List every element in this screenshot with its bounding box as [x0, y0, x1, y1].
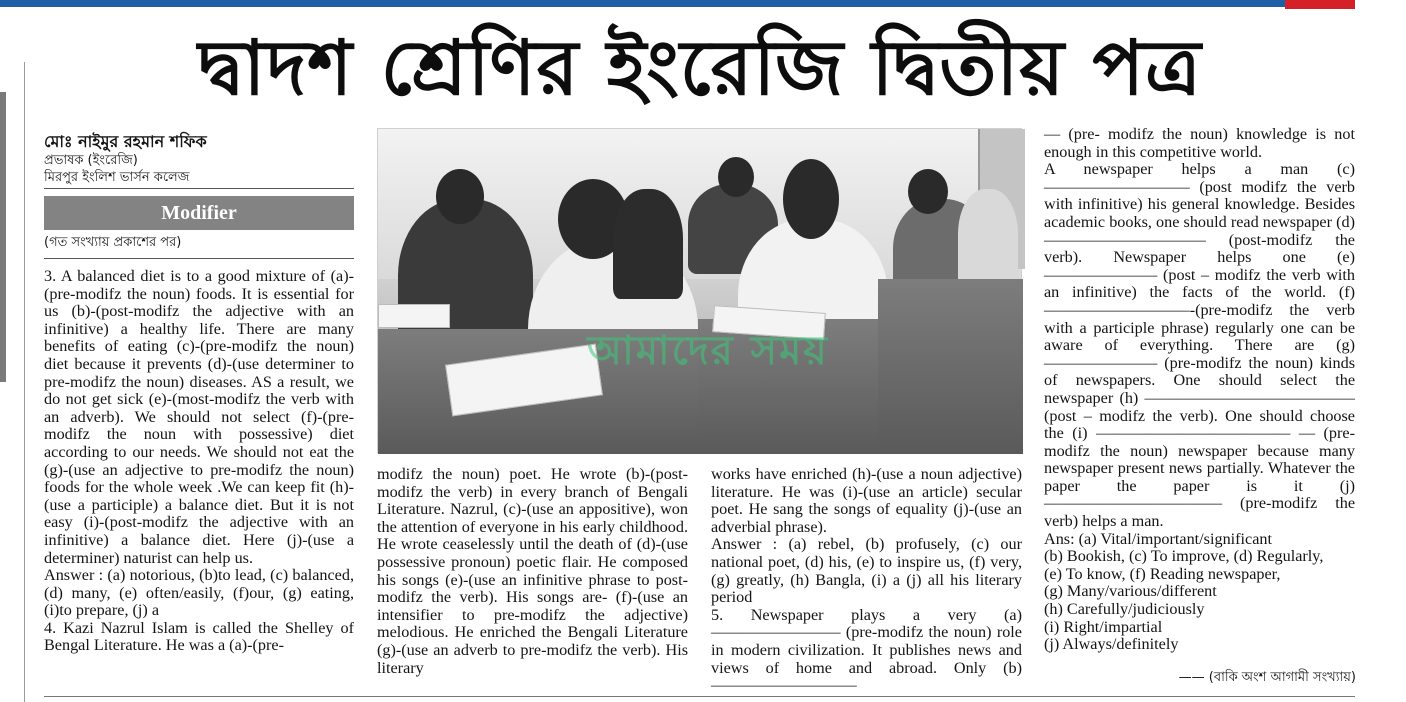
divider-rule: [44, 188, 354, 189]
bottom-rule: [44, 696, 1355, 697]
answer-line: Ans: (a) Vital/important/significant: [1044, 529, 1273, 548]
answer-line: (b) Bookish, (c) To improve, (d) Regularly,: [1044, 547, 1324, 566]
paragraph: A newspaper helps a man (c) ————————— (post modifz the verb with infinitive) his general knowledge. Besides academic books, one should read newspaper (d) —————————— (post-modifz the verb). Newspaper helps one (e) ——————— (post – modifz the verb with an infinitive) the facts of the world. (f)—————————-(pre-modifz the verb with a participle phrase) regularly one can be aware of everything. There are (g) ——————— (pre-modifz the noun) kinds of newspapers. One should select the newspaper (h) ————————————— (post – modifz the verb). One should choose the (i) ———————————— — (pre-modifz the noun) newspaper because many newspaper present news partially. Whatever the paper the paper is it (j) ——————————— (pre-modifz the verb) helps a man.: [1044, 160, 1355, 531]
top-accent-bar: [1285, 0, 1355, 9]
student-head: [436, 169, 484, 224]
paragraph: 5. Newspaper plays a very (a) ———————— (pre-modifz the noun) role in modern civilization. It publishes news and views of home and abroad. Only (b) —————————: [711, 605, 1022, 695]
adjacent-page-edge: [0, 62, 26, 702]
student-head: [783, 159, 839, 239]
student-head: [718, 157, 754, 197]
article-column-1: [44, 268, 354, 680]
student-figure: [958, 189, 1018, 289]
adjacent-page-image: [0, 92, 6, 382]
paragraph: works have enriched (h)-(use a noun adjective) literature. He was (i)-(use an article) secular poet. He sang the songs of equality (j)-(use an adverbial phrase).: [711, 465, 1022, 536]
article-column-2: [377, 466, 688, 682]
answer-line: (h) Carefully/judiciously: [1044, 600, 1205, 619]
answer-line: (j) Always/definitely: [1044, 635, 1179, 654]
paragraph: — (pre- modifz the noun) knowledge is not enough in this competitive world.: [1044, 125, 1355, 161]
student-figure: [613, 189, 683, 299]
topic-heading: Modifier: [44, 196, 354, 230]
author-role: প্রভাষক (ইংরেজি): [44, 153, 138, 168]
article-column-3: [711, 465, 1022, 695]
article-column-4: [1044, 126, 1355, 662]
photo-watermark: আমাদের সময়: [587, 328, 829, 374]
page-headline: দ্বাদশ শ্রেণির ইংরেজি দ্বিতীয় পত্র: [198, 23, 1202, 112]
author-name: মোঃ নাইমুর রহমান শফিক: [44, 132, 207, 151]
continued-note: —— (বাকি অংশ আগামী সংখ্যায়): [1178, 670, 1356, 685]
answer-line: (g) Many/various/different: [1044, 582, 1217, 601]
paragraph: 4. Kazi Nazrul Islam is called the Shelley of Bengal Literature. He was a (a)-(pre-: [44, 618, 354, 655]
divider-rule: [44, 258, 354, 259]
paragraph: modifz the noun) poet. He wrote (b)-(post-modifz the verb) in every branch of Bengali Literature. Nazrul, (c)-(use an appositive), won the attention of everyone in his early childhood. He wrote ceaselessly until the death of (d)-(use possessive pronoun) poetic flair. He composed his songs (e)-(use an infinitive phrase to post-modifz the verb). His songs are- (f)-(use an intensifier to pre-modifz the adjective) melodious. He enriched the Bengali Literature (g)-(use an adverb to pre-modifz the verb). His literary: [377, 465, 688, 677]
exam-hall-photo: [377, 128, 1022, 453]
answer-line: (i) Right/impartial: [1044, 617, 1163, 636]
paragraph: Answer : (a) notorious, (b)to lead, (c) balanced, (d) many, (e) often/easily, (f)our, (g) eating, (i)to prepare, (j) a: [44, 566, 354, 620]
answer-line: (e) To know, (f) Reading newspaper,: [1044, 564, 1281, 583]
paragraph: 3. A balanced diet is to a good mixture of (a)-(pre-modifz the noun) foods. It is essential for us (b)-(post-modifz the adjective with an infinitive) a healthy life. There are many benefits of eating (c)-(pre-modifz the noun) diet because it prevents (d)-(use determiner to pre-modifz the noun) diseases. AS a result, we do not get sick (e)-(most-modifz the verb with an adverb). We should not select (f)-(pre-modifz the noun with possessive) diet according to our needs. We should not eat the (g)-(use an adjective to pre-modifz the noun) foods for the whole week .We can keep fit (h)-(use a participle) a balance diet. But it is not easy (i)-(post-modifz the adjective with an infinitive) a balance diet. Here (j)-(use a determiner) naturist can help us.: [44, 267, 354, 567]
column-divider: [24, 62, 25, 702]
paragraph: Answer : (a) rebel, (b) profusely, (c) our national poet, (d) his, (e) to inspire us, (f) very, (g) greatly, (h) Bangla, (i) a (j) all his literary period: [711, 535, 1022, 607]
exam-desk: [878, 279, 1023, 454]
author-byline: [44, 132, 354, 186]
answer-sheet: [378, 304, 450, 328]
previous-issue-note: (গত সংখ্যায় প্রকাশের পর): [44, 235, 182, 250]
author-college: মিরপুর ইংলিশ ভার্সন কলেজ: [44, 170, 190, 185]
top-color-bar: [0, 0, 1285, 7]
student-head: [908, 169, 948, 214]
